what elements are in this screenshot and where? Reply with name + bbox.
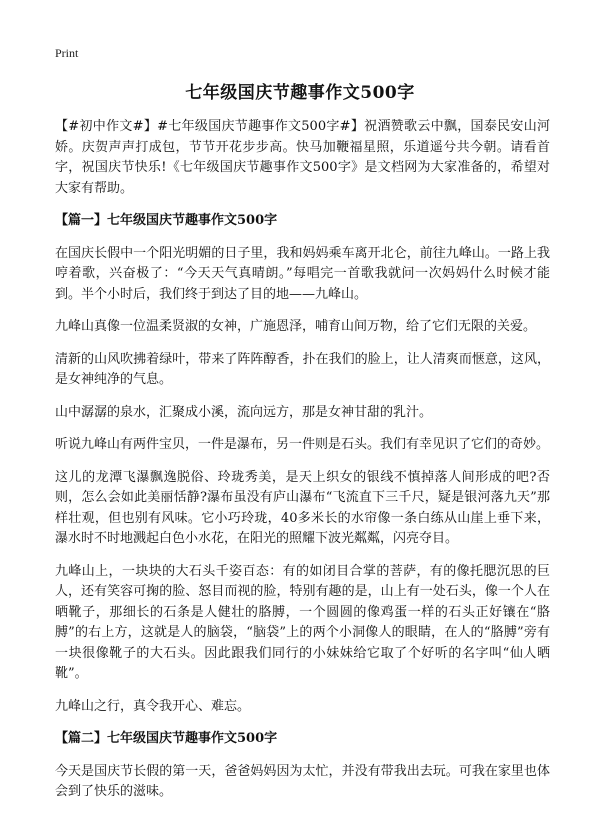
paragraph: 九峰山真像一位温柔贤淑的女神，广施恩泽，哺育山间万物，给了它们无限的关爱。	[55, 319, 537, 334]
paragraph: 听说九峰山有两件宝贝，一件是瀑布，另一件则是石头。我们有幸见识了它们的奇妙。	[55, 437, 550, 452]
paragraph: 清新的山风吹拂着绿叶，带来了阵阵醇香，扑在我们的脸上，让人清爽而惬意，这风，是女神纯净的气息。	[55, 351, 550, 387]
print-link[interactable]: Print	[55, 46, 79, 60]
section-heading-1: 【篇一】七年级国庆节趣事作文500字	[55, 213, 278, 228]
paragraph: 这儿的龙潭飞瀑飘逸脱俗、玲珑秀美，是天上织女的银线不慎掉落人间形成的吧?否则，怎么会如此美丽恬静?瀑布虽没有庐山瀑布“飞流直下三千尺，疑是银河落九天”那样壮观，但也别有风味。它小巧玲珑，40多米长的水帘像一条白练从山崖上垂下来，瀑水时不时地溅起白色小水花，在阳光的照耀下波光粼粼，闪亮夺目。	[55, 469, 550, 546]
paragraph: 九峰山上，一块块的大石头千姿百态：有的如闭目合掌的菩萨，有的像托腮沉思的巨人，还有笑容可掬的脸、怒目而视的脸，特别有趣的是，山上有一处石头，像一个人在晒靴子，那细长的石条是人健壮的胳膊，一个圆圆的像鸡蛋一样的石头正好镶在“胳膊”的右上方，这就是人的脑袋，“脑袋”上的两个小洞像人的眼睛，在人的“胳膊”旁有一块很像靴子的大石头。因此跟我们同行的小妹妹给它取了个好听的名字叫“仙人晒靴”。	[55, 563, 550, 681]
article-body	[55, 117, 550, 815]
paragraph: 今天是国庆节长假的第一天，爸爸妈妈因为太忙，并没有带我出去玩。可我在家里也体会到了快乐的滋味。	[55, 763, 550, 799]
paragraph: 九峰山之行，真令我开心、难忘。	[55, 698, 251, 714]
paragraph: 在国庆长假中一个阳光明媚的日子里，我和妈妈乘车离开北仑，前往九峰山。一路上我哼着歌，兴奋极了：“今天天气真晴朗。”每唱完一首歌我就问一次妈妈什么时候才能到。半个小时后，我们终于到达了目的地——九峰山。	[55, 245, 550, 302]
paragraph: 山中潺潺的泉水，汇聚成小溪，流向远方，那是女神甘甜的乳汁。	[55, 404, 433, 420]
section-heading-2: 【篇二】七年级国庆节趣事作文500字	[55, 731, 278, 746]
article-title: 七年级国庆节趣事作文500字	[185, 83, 415, 103]
intro-paragraph: 【#初中作文#】#七年级国庆节趣事作文500字#】祝酒赞歌云中飘，国泰民安山河娇。庆贺声声打成包，节节开花步步高。快马加鞭福星照，乐道遥兮共今朝。请看首字，祝国庆节快乐!《七年级国庆节趣事作文500字》是文档网为大家准备的，希望对大家有帮助。	[55, 119, 550, 196]
